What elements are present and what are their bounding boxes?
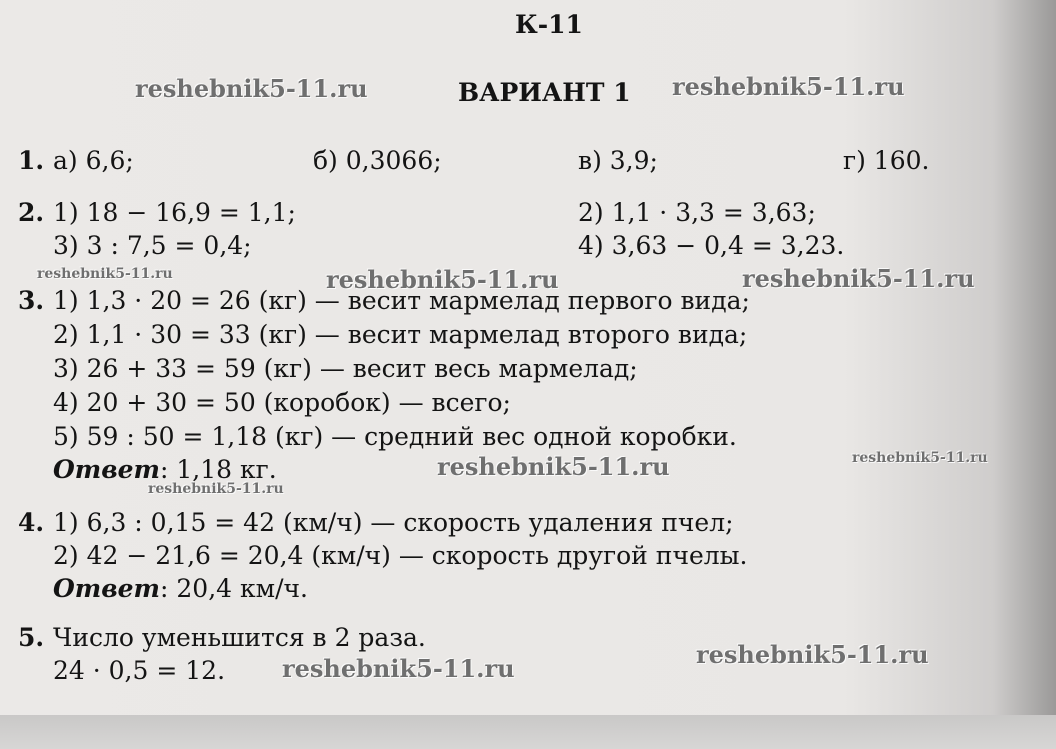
task2-step: 2) 1,1 · 3,3 = 3,63; xyxy=(578,198,816,227)
task1-answer-d: г) 160. xyxy=(843,146,930,175)
watermark: reshebnik5-11.ru xyxy=(148,481,284,497)
task1-answer-a: а) 6,6; xyxy=(53,146,134,175)
task3-step: 4) 20 + 30 = 50 (коробок) — всего; xyxy=(53,388,511,417)
task4-answer xyxy=(53,574,308,604)
task4-step: 1) 6,3 : 0,15 = 42 (км/ч) — скорость удаления пчел; xyxy=(53,508,734,537)
watermark: reshebnik5-11.ru xyxy=(852,450,988,466)
watermark: reshebnik5-11.ru xyxy=(437,452,670,481)
answer-value: : 1,18 кг. xyxy=(160,455,277,484)
task-number: 2. xyxy=(18,198,45,227)
watermark: reshebnik5-11.ru xyxy=(742,264,975,293)
watermark: reshebnik5-11.ru xyxy=(135,74,368,103)
task4-step: 2) 42 − 21,6 = 20,4 (км/ч) — скорость другой пчелы. xyxy=(53,541,748,570)
task3-step: 1) 1,3 · 20 = 26 (кг) — весит мармелад первого вида; xyxy=(53,286,750,315)
task1-answer-c: в) 3,9; xyxy=(578,146,658,175)
watermark: reshebnik5-11.ru xyxy=(37,266,173,282)
task2-step: 4) 3,63 − 0,4 = 3,23. xyxy=(578,231,845,260)
answer-value: : 20,4 км/ч. xyxy=(160,574,308,603)
task1-answer-b: б) 0,3066; xyxy=(313,146,442,175)
task5-step: Число уменьшится в 2 раза. xyxy=(53,623,426,652)
task-number: 3. xyxy=(18,286,45,315)
task3-step: 5) 59 : 50 = 1,18 (кг) — средний вес одной коробки. xyxy=(53,422,737,451)
task2-step: 3) 3 : 7,5 = 0,4; xyxy=(53,231,252,260)
task3-step: 2) 1,1 · 30 = 33 (кг) — весит мармелад второго вида; xyxy=(53,320,748,349)
watermark: reshebnik5-11.ru xyxy=(696,640,929,669)
task2-step: 1) 18 − 16,9 = 1,1; xyxy=(53,198,296,227)
watermark: reshebnik5-11.ru xyxy=(326,265,559,294)
task-number: 1. xyxy=(18,146,45,175)
task3-step: 3) 26 + 33 = 59 (кг) — весит весь мармелад; xyxy=(53,354,638,383)
task5-step: 24 · 0,5 = 12. xyxy=(53,656,226,685)
task-number: 4. xyxy=(18,508,45,537)
task3-answer xyxy=(53,455,277,485)
page-code: К-11 xyxy=(515,10,583,39)
answer-label: Ответ xyxy=(53,574,161,603)
page-bottom-edge xyxy=(0,715,1056,749)
variant-title: ВАРИАНТ 1 xyxy=(458,78,631,107)
answer-label: Ответ xyxy=(53,455,161,484)
watermark: reshebnik5-11.ru xyxy=(282,654,515,683)
watermark: reshebnik5-11.ru xyxy=(672,72,905,101)
task-number: 5. xyxy=(18,623,45,652)
